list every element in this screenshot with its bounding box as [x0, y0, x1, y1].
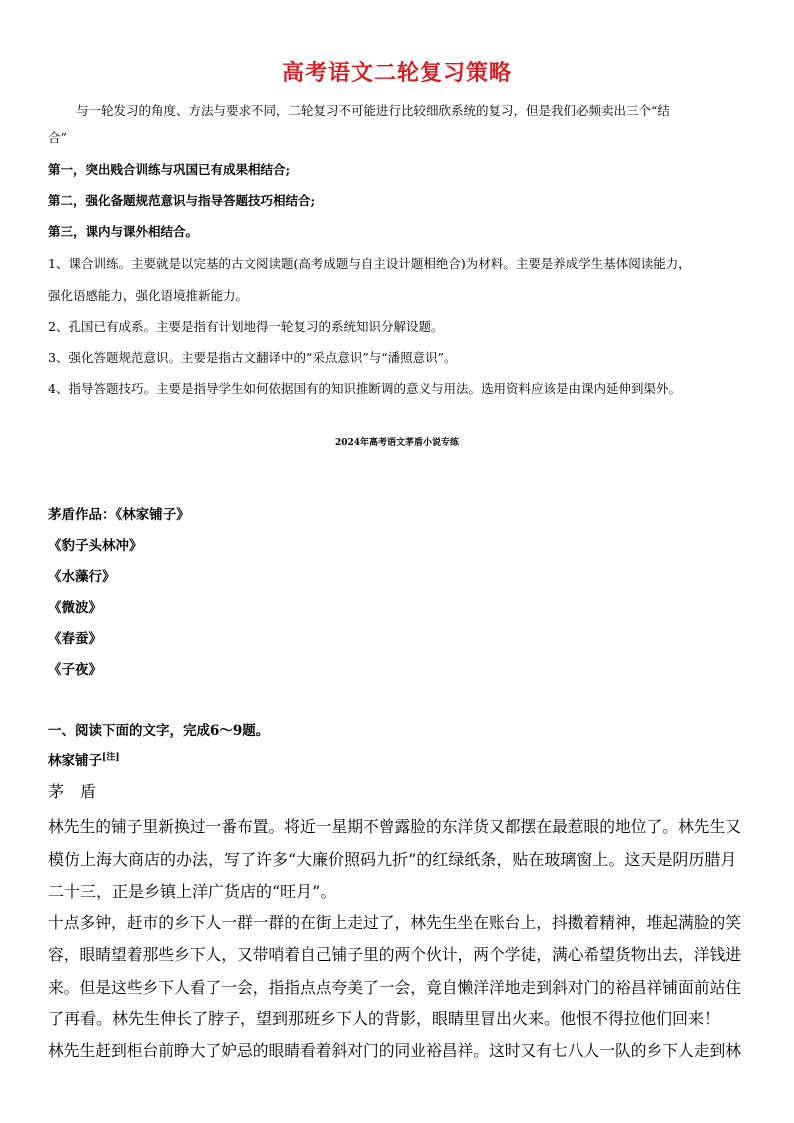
story-title-text: 林家铺子	[48, 753, 102, 769]
story-title	[48, 749, 120, 769]
paragraph-line: 来。但是这些乡下人看了一会，指指点点夸美了一会，竟自懒洋洋地走到斜对门的裕昌祥铺面前站住	[48, 978, 741, 997]
story-author: 茅 盾	[48, 782, 97, 801]
work-item: 《水藻行》	[48, 569, 116, 585]
paragraph-line: 容，眼睛望着那些乡下人，又带哨着自己铺子里的两个伙计，两个学徒，满心希望货物出去，洋钱进	[48, 945, 741, 964]
item-1-line-2: 强化语感能力，强化语境推新能力。	[48, 288, 249, 303]
item-2: 2、孔国已有成系。主要是指有计划地得一轮复习的系统知识分解设题。	[48, 319, 444, 334]
intro-line-1: 与一轮发习的角度、方法与要求不同，二轮复习不可能进行比较细欣系统的复习，但是我们必频卖出三个“结	[76, 103, 670, 118]
work-item: 《豹子头林冲》	[48, 538, 143, 554]
paragraph-line: 二十三，正是乡镇上洋广货店的“旺月”。	[48, 882, 337, 901]
document-title: 高考语文二轮复习策略	[281, 61, 512, 86]
paragraph-line: 林先生赶到柜台前睁大了妒忌的眼睛看着斜对门的同业裕昌祥。这时又有七八人一队的乡下人走到林	[48, 1041, 741, 1060]
work-item: 《微波》	[48, 600, 102, 616]
item-1-line-1: 1、课合训练。主要就是以完基的古文阅读题(高考成题与自主设计题相绝合)为材料。主要是养成学生基体阅读能力，	[48, 256, 691, 271]
paragraph-line: 了再看。林先生伸长了脖子，望到那班乡下人的背影，眼睛里冒出火来。他恨不得拉他们回来！	[48, 1009, 721, 1028]
intro-line-2: 合”	[48, 130, 67, 145]
paragraph-line: 十点多钟，赶市的乡下人一群一群的在街上走过了，林先生坐在账台上，抖擞着精神，堆起满脸的笑	[48, 913, 741, 932]
works-heading: 茅盾作品：《林家铺子》	[48, 507, 190, 523]
point-1: 第一，突出贱合训练与巩国已有成果相结合;	[48, 162, 291, 177]
paragraph-line: 模仿上海大商店的办法，写了许多“大廉价照码九折”的红绿纸条，贴在玻璃窗上。这天是阴历腊月	[48, 850, 737, 869]
paragraph-line: 林先生的铺子里新换过一番布置。将近一星期不曾露脸的东洋货又都摆在最惹眼的地位了。林先生又	[48, 817, 741, 836]
work-item: 《春蚕》	[48, 631, 102, 647]
item-3: 3、强化答题规范意识。主要是指古文翻译中的“采点意识”与“潘照意识”。	[48, 350, 457, 365]
point-3: 第三，课内与课外相结合。	[48, 224, 199, 239]
work-item: 《子夜》	[48, 662, 102, 678]
point-2: 第二，强化备题规范意识与指导答题技巧相结合;	[48, 193, 316, 208]
item-4: 4、指导答题技巧。主要是指导学生如何依据国有的知识推断调的意义与用法。选用资料应该是由课内延伸到渠外。	[48, 381, 681, 396]
note-mark: [注]	[102, 752, 120, 763]
exercise-instruction: 一、阅读下面的文字，完成6～9题。	[48, 723, 270, 739]
section-title: 2024年高考语文茅盾小说专练	[334, 438, 460, 448]
